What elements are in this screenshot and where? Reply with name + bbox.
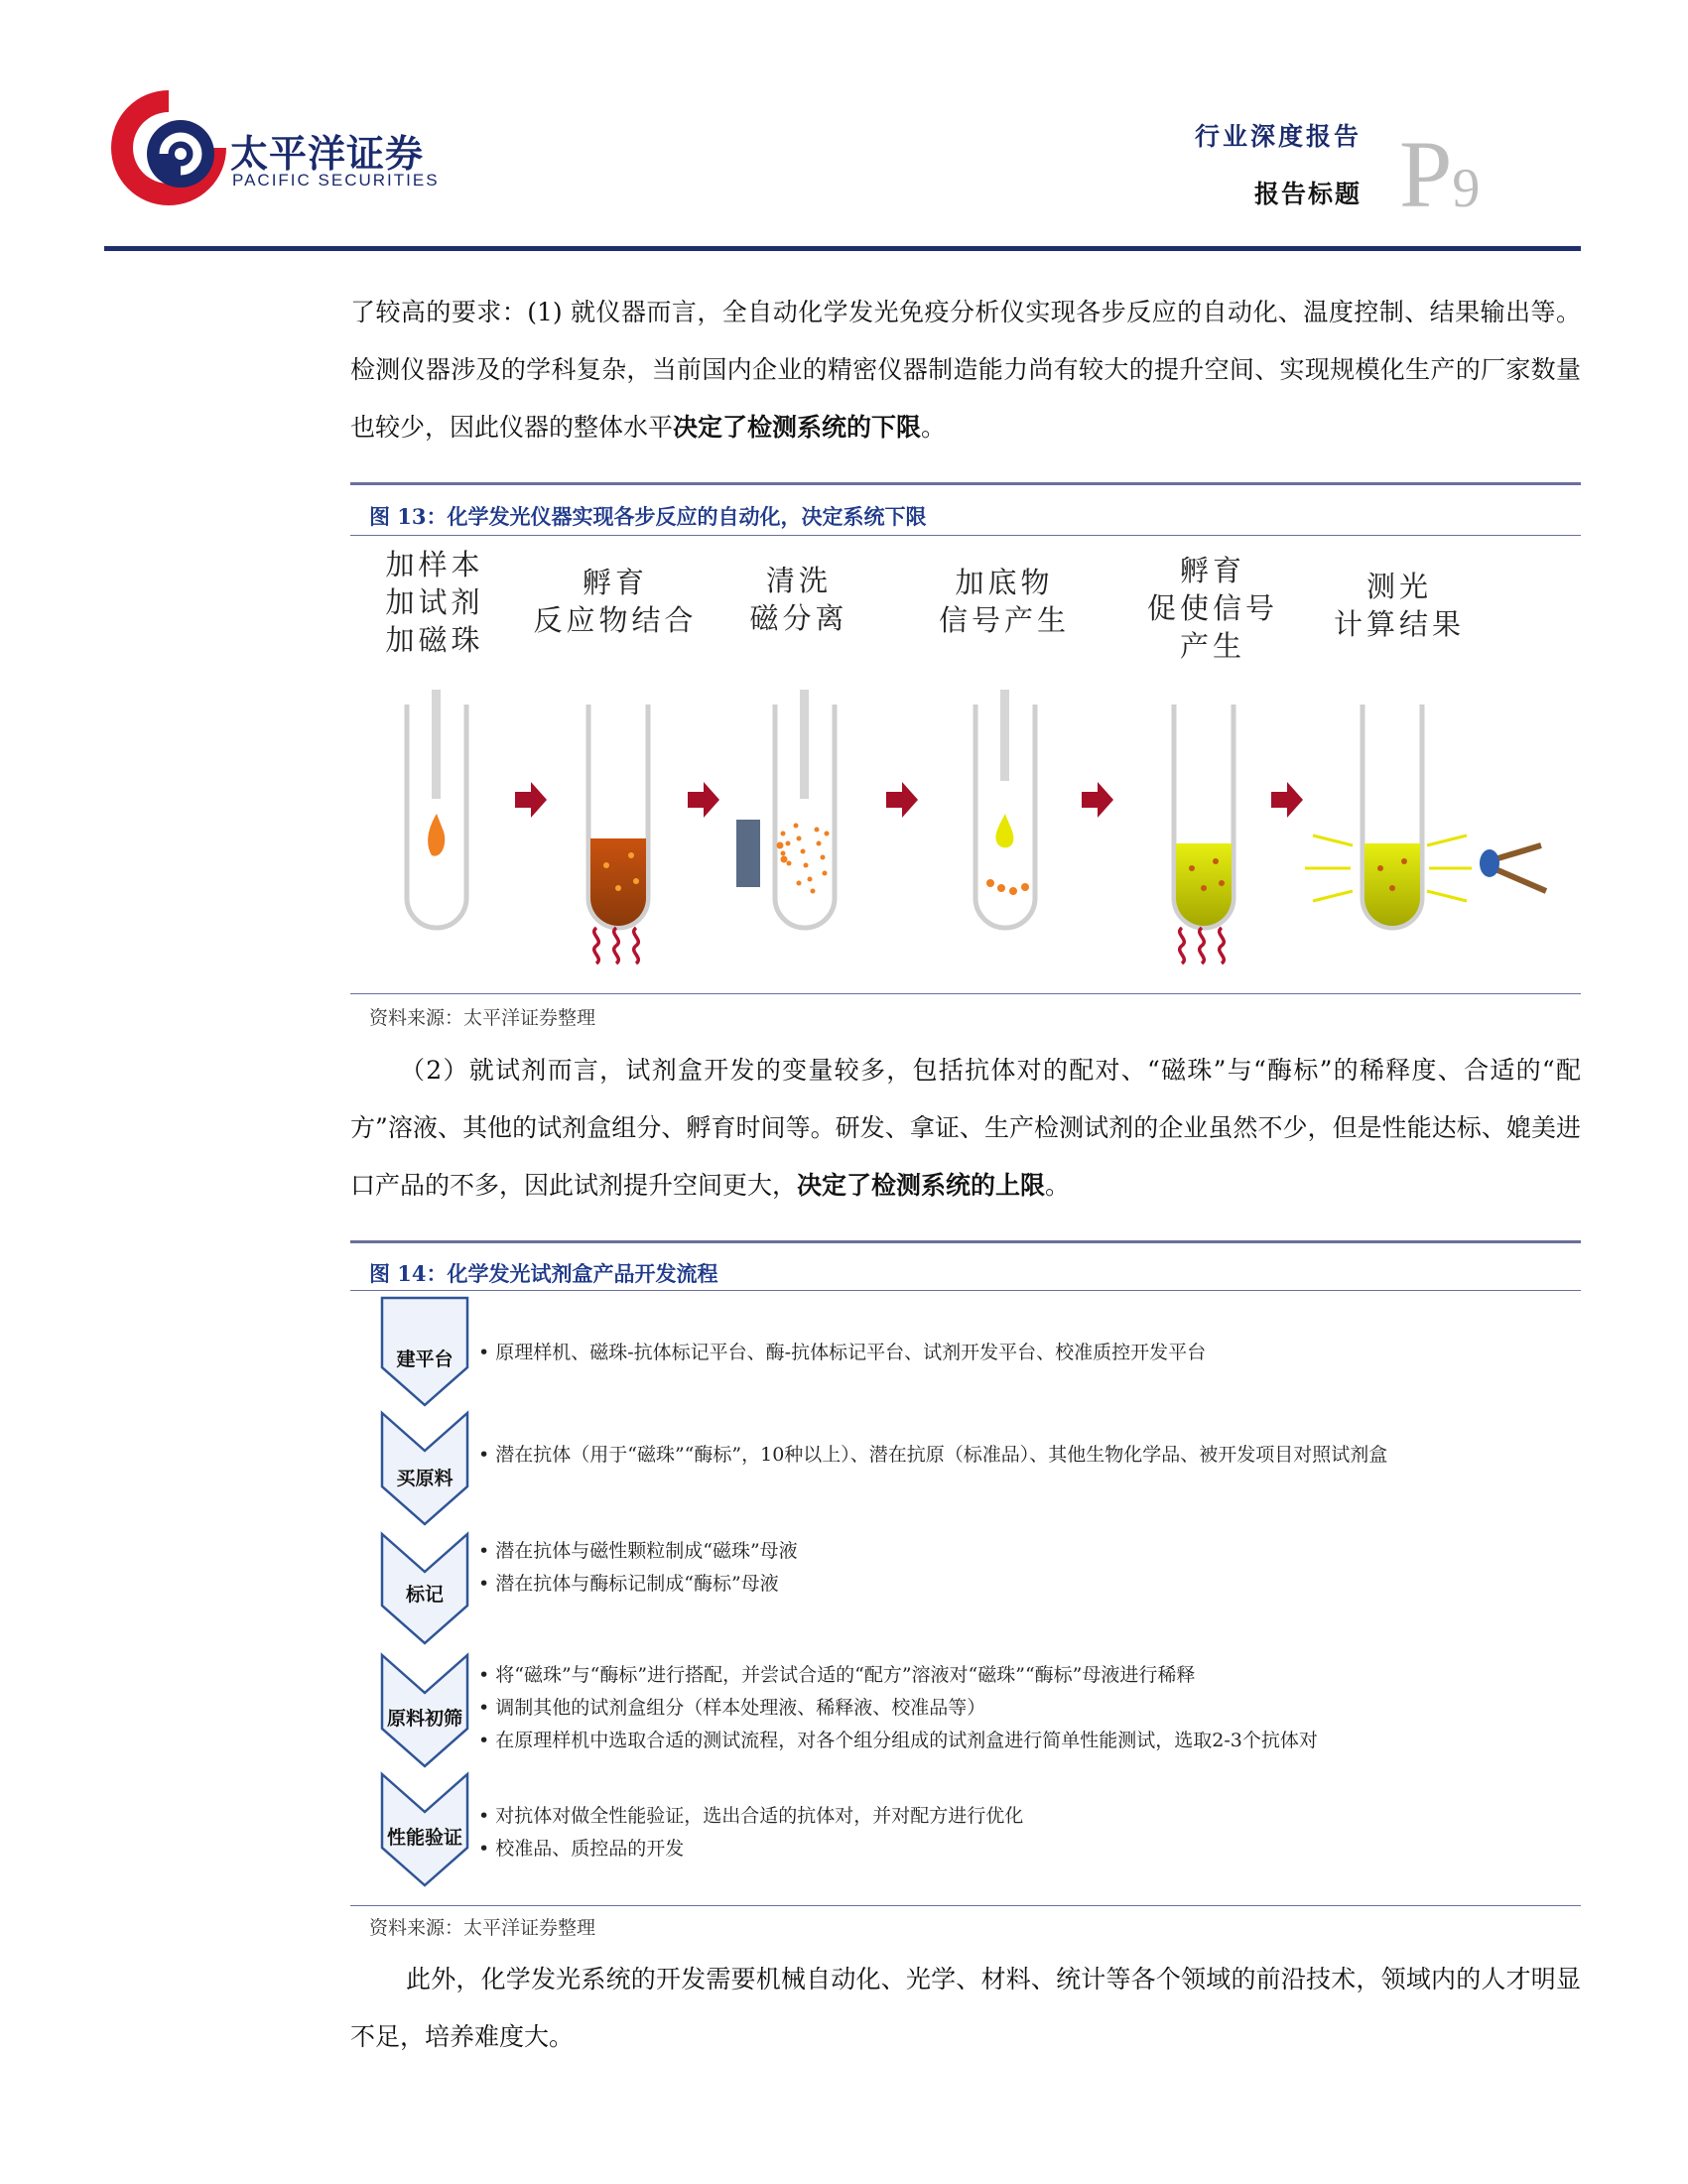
- step-line: 清洗: [765, 564, 832, 597]
- stage-bullet: • 潜在抗体（用于“磁珠”“酶标”，10种以上）、潜在抗原（标准品）、其他生物化学品、被开发项目对照试剂盒: [478, 1444, 1388, 1466]
- stage-label: 原料初筛: [386, 1708, 462, 1730]
- paragraph-instrument: [350, 284, 1581, 456]
- paragraph-talent: 此外，化学发光系统的开发需要机械自动化、光学、材料、统计等各个领域的前沿技术，领域内的人才明显不足，培养难度大。: [350, 1965, 1581, 2051]
- paragraph-text: 了较高的要求：(1) 就仪器而言，全自动化学发光免疫分析仪实现各步反应的自动化、温度控制、结果输出等。检测仪器涉及的学科复杂，当前国内企业的精密仪器制造能力尚有较大的提升空间、实现规模化生产的厂家数量也较少，因此仪器的整体水平: [350, 298, 1581, 442]
- figure-bottom-rule: [350, 993, 1581, 994]
- step-line: 计算结果: [1333, 607, 1465, 641]
- test-tube-3-icon: [775, 690, 835, 928]
- stage-bullet: • 在原理样机中选取合适的测试流程，对各个组分组成的试剂盒进行简单性能测试，选取2-3个抗体对: [478, 1730, 1318, 1751]
- test-tube-4-icon: [975, 690, 1035, 928]
- step-label-add-sample: [335, 546, 534, 659]
- stage-bullet: • 潜在抗体与磁性颗粒制成“磁珠”母液: [478, 1540, 798, 1562]
- stage-label: 买原料: [396, 1468, 454, 1489]
- paragraph-text: （2）就试剂而言，试剂盒开发的变量较多，包括抗体对的配对、“磁珠”与“酶标”的稀释度、合适的“配方”溶液、其他的试剂盒组分、孵育时间等。研发、拿证、生产检测试剂的企业虽然不少，但是性能达标、媲美进口产品的不多，因此试剂提升空间更大，: [350, 1056, 1581, 1200]
- step-line: 产生: [1179, 629, 1245, 663]
- paragraph-emphasis: 决定了检测系统的下限: [673, 413, 922, 442]
- figure14-caption: 图 14：化学发光试剂盒产品开发流程: [369, 1261, 718, 1286]
- stage-bullet: • 校准品、质控品的开发: [478, 1838, 685, 1860]
- paragraph-end: 。: [1045, 1171, 1071, 1200]
- step-line: 孵育: [582, 566, 648, 599]
- paragraph-end: 。: [921, 413, 947, 442]
- figure-top-rule: [350, 1240, 1581, 1243]
- figure-caption-rule: [350, 1290, 1581, 1291]
- report-title: 报告标题: [1253, 180, 1362, 208]
- step-label-substrate: [905, 564, 1104, 639]
- figure13-source: 资料来源：太平洋证券整理: [369, 1007, 596, 1029]
- pacific-securities-logo-icon: [109, 84, 228, 213]
- step-line: 促使信号: [1146, 591, 1278, 625]
- stage-bullet: • 调制其他的试剂盒组分（样本处理液、稀释液、校准品等）: [478, 1697, 986, 1719]
- step-label-wash: [700, 562, 898, 637]
- step-line: 加底物: [955, 566, 1054, 599]
- figure13-diagram: [350, 685, 1581, 982]
- page-number: [1399, 121, 1481, 236]
- step-line: 测光: [1365, 570, 1432, 603]
- test-tube-2-icon: [588, 705, 648, 928]
- arrow-right-icon: [886, 782, 918, 818]
- paragraph-emphasis: 决定了检测系统的上限: [797, 1171, 1046, 1200]
- test-tube-6-icon: [1363, 705, 1422, 928]
- figure-top-rule: [350, 482, 1581, 485]
- step-label-measure: [1300, 568, 1498, 643]
- arrow-right-icon: [1271, 782, 1303, 818]
- brand-name-cn: 太平洋证券: [230, 132, 425, 176]
- figure13-caption: 图 13：化学发光仪器实现各步反应的自动化，决定系统下限: [369, 504, 927, 529]
- report-type: 行业深度报告: [1194, 122, 1362, 151]
- header-divider: [104, 246, 1581, 251]
- heat-waves-icon: [1180, 928, 1225, 964]
- test-tube-1-icon: [407, 690, 466, 928]
- figure-bottom-rule: [350, 1905, 1581, 1906]
- heat-waves-icon: [594, 928, 639, 964]
- step-line: 反应物结合: [533, 603, 698, 637]
- brand-name-en: PACIFIC SECURITIES: [232, 171, 440, 190]
- step-line: 加样本: [385, 548, 484, 581]
- arrow-right-icon: [1082, 782, 1113, 818]
- stage-label: 标记: [405, 1584, 444, 1606]
- stage-bullet: • 潜在抗体与酶标记制成“酶标”母液: [478, 1573, 779, 1595]
- step-line: 信号产生: [938, 603, 1070, 637]
- step-line: 加磁珠: [385, 623, 484, 657]
- paragraph-reagent: [350, 1042, 1581, 1215]
- stage-bullet: • 原理样机、磁珠-抗体标记平台、酶-抗体标记平台、试剂开发平台、校准质控开发平台: [478, 1342, 1207, 1363]
- step-line: 磁分离: [749, 601, 848, 635]
- magnet-icon: [736, 820, 760, 887]
- stage-bullet: • 将“磁珠”与“酶标”进行搭配，并尝试合适的“配方”溶液对“磁珠”“酶标”母液进行稀释: [478, 1664, 1196, 1686]
- stage-label: 性能验证: [386, 1827, 462, 1849]
- page-number-value: 9: [1452, 158, 1481, 219]
- step-label-incubate: [516, 564, 714, 639]
- step-label-incubate-signal: [1113, 552, 1312, 665]
- arrow-right-icon: [515, 782, 547, 818]
- test-tube-5-icon: [1174, 705, 1234, 928]
- arrow-right-icon: [688, 782, 719, 818]
- step-line: 孵育: [1179, 554, 1245, 587]
- stage-bullet: • 对抗体对做全性能验证，选出合适的抗体对，并对配方进行优化: [478, 1805, 1024, 1827]
- page-prefix: P: [1399, 121, 1453, 227]
- figure14-source: 资料来源：太平洋证券整理: [369, 1917, 596, 1939]
- eye-icon: [1480, 845, 1546, 891]
- figure-caption-rule: [350, 535, 1581, 536]
- step-line: 加试剂: [385, 585, 484, 619]
- stage-label: 建平台: [396, 1349, 454, 1370]
